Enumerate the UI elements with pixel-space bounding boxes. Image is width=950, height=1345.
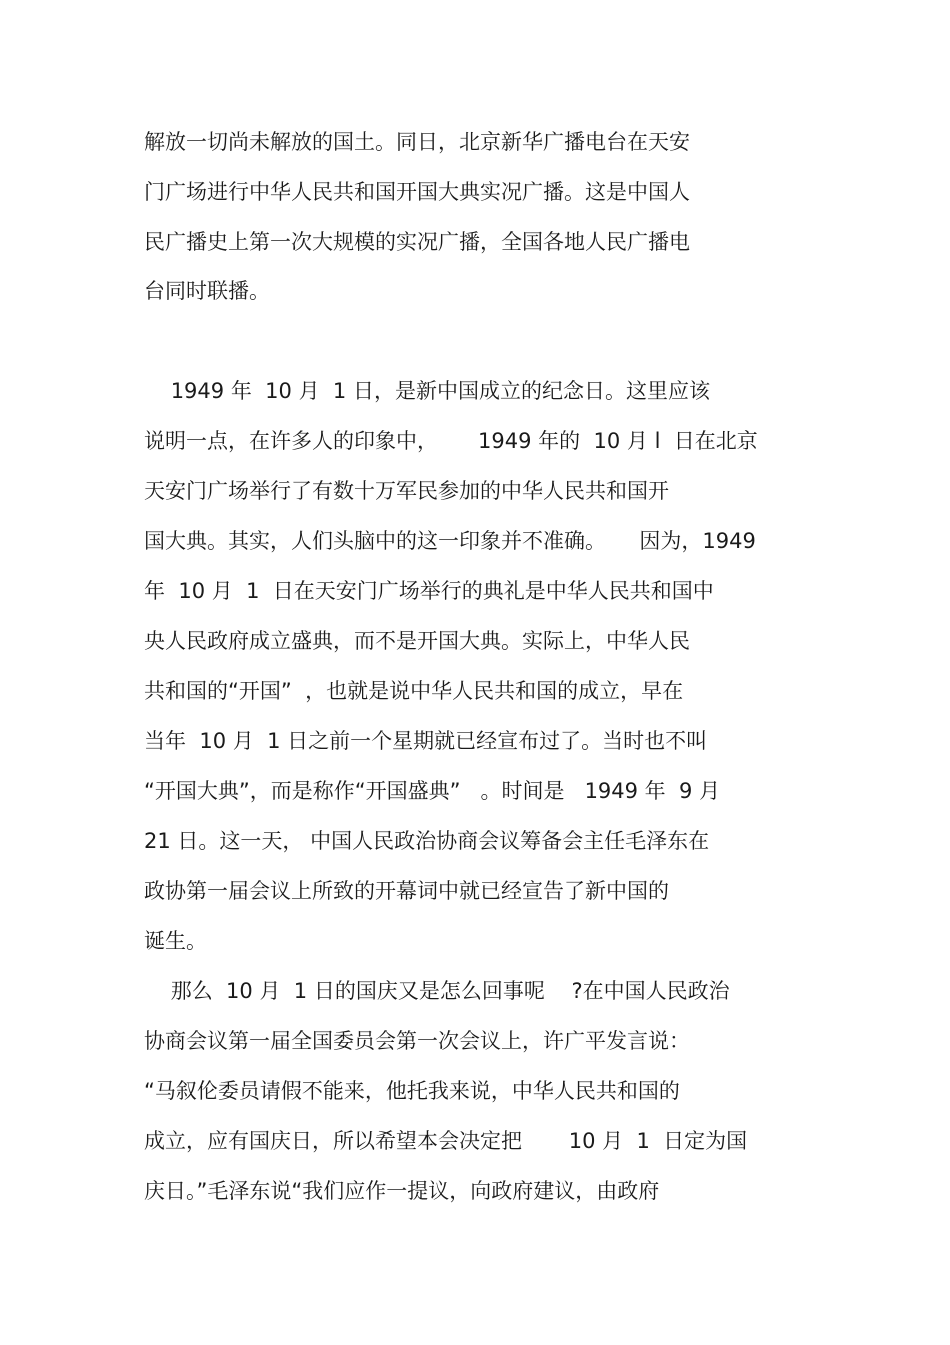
- text-line: 解放一切尚未解放的国土。同日，北京新华广播电台在天安: [144, 130, 690, 154]
- text-line: 诞生。: [144, 929, 207, 953]
- text-line: 21 日。这一天， 中国人民政治协商会议筹备会主任毛泽东在: [144, 829, 710, 853]
- text-line: 台同时联播。: [144, 279, 270, 303]
- text-line: “马叙伦委员请假不能来，他托我来说，中华人民共和国的: [144, 1079, 680, 1103]
- text-line: 说明一点，在许多人的印象中， 1949 年的 10 月 l 日在北京: [144, 429, 758, 453]
- text-line: 国大典。其实，人们头脑中的这一印象并不准确。 因为，1949: [144, 529, 756, 553]
- text-line: 那么 10 月 1 日的国庆又是怎么回事呢 ?在中国人民政治: [144, 979, 730, 1003]
- text-line: 民广播史上第一次大规模的实况广播，全国各地人民广播电: [144, 230, 690, 254]
- text-line: 成立，应有国庆日，所以希望本会决定把 10 月 1 日定为国: [144, 1129, 748, 1153]
- text-line: 门广场进行中华人民共和国开国大典实况广播。这是中国人: [144, 180, 690, 204]
- text-line: 央人民政府成立盛典，而不是开国大典。实际上，中华人民: [144, 629, 690, 653]
- text-line: “开国大典”，而是称作“开国盛典” 。时间是 1949 年 9 月: [144, 779, 721, 803]
- text-line: 政协第一届会议上所致的开幕词中就已经宣告了新中国的: [144, 879, 669, 903]
- text-line: 当年 10 月 1 日之前一个星期就已经宣布过了。当时也不叫: [144, 729, 708, 753]
- text-line: 共和国的“开国” ，也就是说中华人民共和国的成立，早在: [144, 679, 684, 703]
- text-line: 协商会议第一届全国委员会第一次会议上，许广平发言说：: [144, 1029, 690, 1053]
- text-line: 庆日。”毛泽东说“我们应作一提议，向政府建议，由政府: [144, 1179, 660, 1203]
- text-line: 天安门广场举行了有数十万军民参加的中华人民共和国开: [144, 479, 669, 503]
- text-line: 1949 年 10 月 1 日，是新中国成立的纪念日。这里应该: [144, 379, 710, 403]
- text-line: 年 10 月 1 日在天安门广场举行的典礼是中华人民共和国中: [144, 579, 714, 603]
